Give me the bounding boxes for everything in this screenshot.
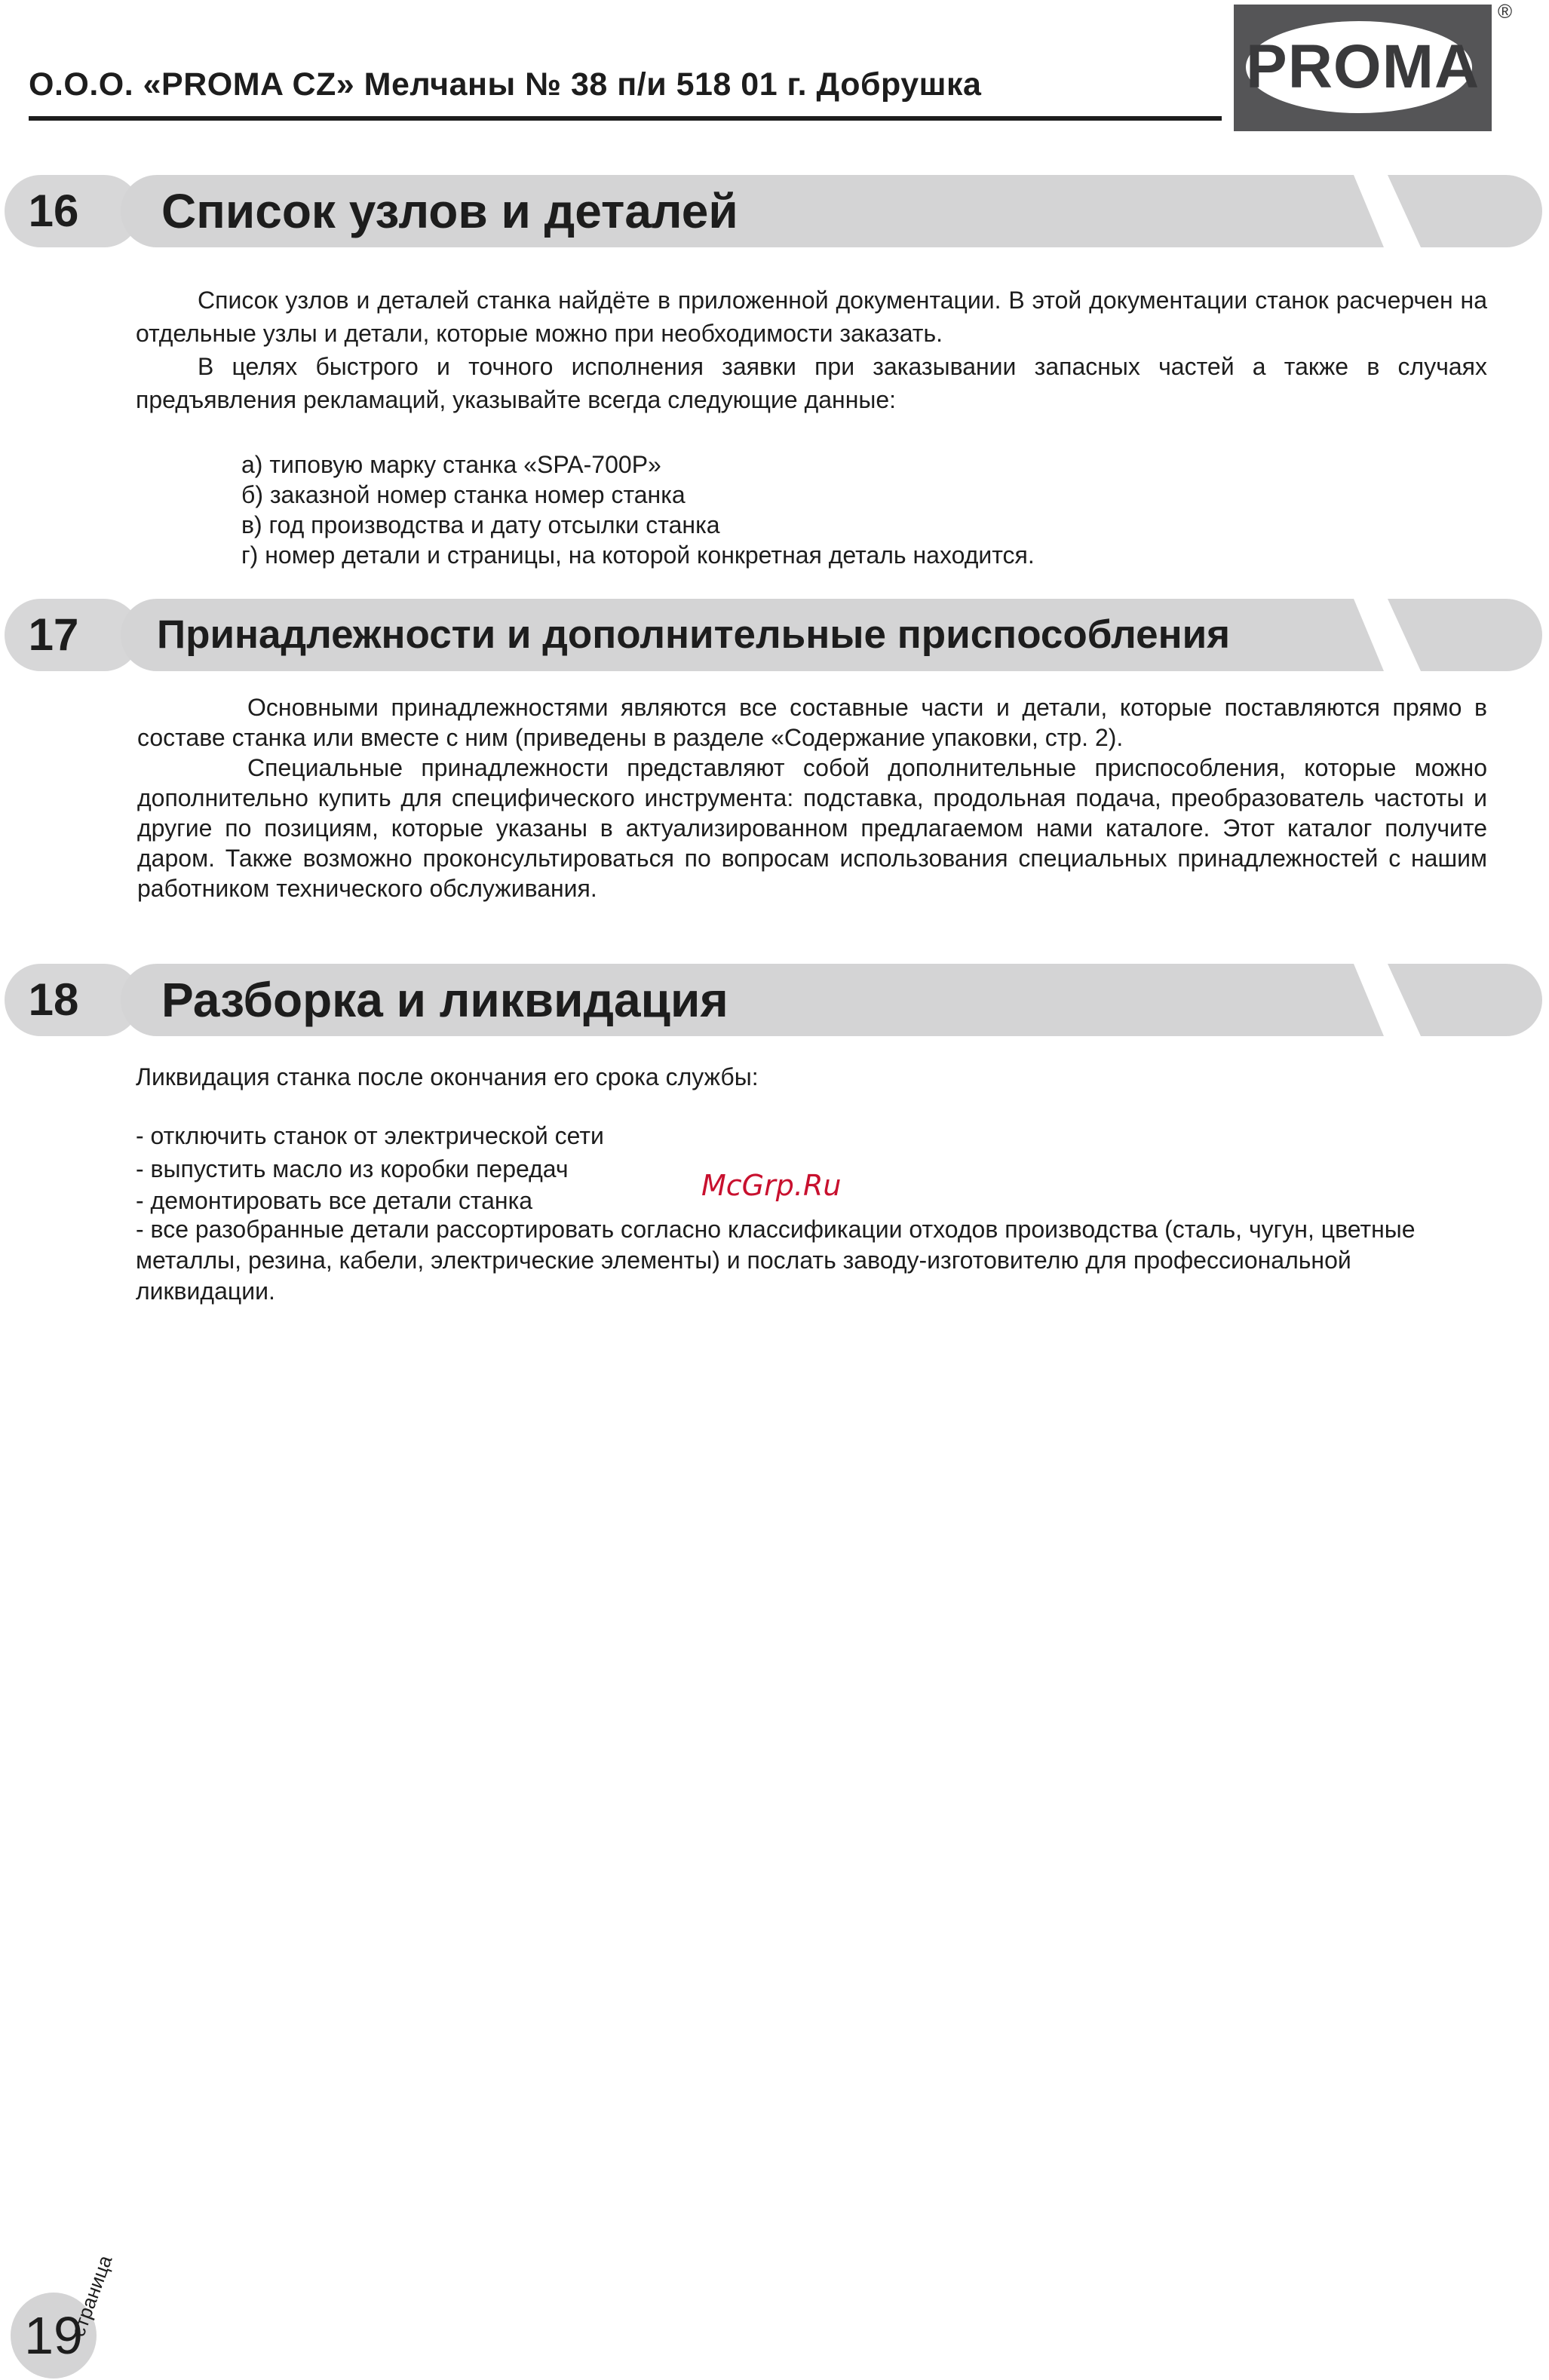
watermark-text: McGrp.Ru [701,1169,842,1202]
page-number: 19 [24,2306,83,2365]
section-16-list-item: б) заказной номер станка номер станка [241,481,686,508]
section-17-title: Принадлежности и дополнительные приспособления [157,612,1231,657]
section-16-paragraph-1: Список узлов и деталей станка найдёте в приложенной документации. В этой документации станок расчерчен на отдельные узлы и детали, которые можно при необходимости заказать. [136,287,1487,347]
section-18-band-tail [1388,964,1542,1036]
section-17-number: 17 [28,609,79,660]
section-18-list-item: - демонтировать все детали станка [136,1187,533,1214]
page-label: страница [66,2252,117,2340]
section-18-title: Разборка и ликвидация [161,973,728,1027]
section-18-list-item: - выпустить масло из коробки передач [136,1155,569,1182]
section-18-number: 18 [28,974,79,1025]
section-18-intro: Ликвидация станка после окончания его срока службы: [136,1063,759,1090]
section-18-list-item: - все разобранные детали рассортировать согласно классификации отходов производства (сталь, чугун, цветные металлы, резина, кабели, электрические элементы) и послать заводу-изготовителю для профессиональной ликвидации. [136,1216,1416,1305]
logo-text: PROMA [1246,32,1480,101]
section-16-number: 16 [28,186,79,236]
section-16-paragraph-2: В целях быстрого и точного исполнения заявки при заказывании запасных частей а также в случаях предъявления рекламаций, указывайте всегда следующие данные: [136,353,1487,413]
header-divider [29,116,1222,121]
section-17-paragraph-1: Основными принадлежностями являются все составные части и детали, которые поставляются прямо в составе станка или вместе с ним (приведены в разделе «Содержание упаковки, стр. 2). [137,694,1487,751]
section-16-band-tail [1388,175,1542,247]
section-16-list-item: г) номер детали и страницы, на которой конкретная деталь находится. [241,541,1035,569]
section-16-list-item: а) типовую марку станка «SPA-700P» [241,451,661,478]
section-16-list-item: в) год производства и дату отсылки станка [241,511,720,538]
company-header: О.О.О. «PROMA CZ» Мелчаны № 38 п/и 518 01 г. Добрушка [29,66,982,103]
section-17-band-tail [1388,599,1542,671]
section-17-paragraph-2: Специальные принадлежности представляют собой дополнительные приспособления, которые можно дополнительно купить для специфического инструмента: подставка, продольная подача, преобразователь частоты и другие по позициям, которые указаны в актуализированном предлагаемом нами каталоге. Этот каталог получите даром. Также возможно проконсультироваться по вопросам использования специальных принадлежностей с нашим работником технического обслуживания. [137,754,1487,902]
registered-mark: ® [1498,0,1513,23]
section-16-title: Список узлов и деталей [161,184,738,238]
section-18-list-item: - отключить станок от электрической сети [136,1122,604,1149]
